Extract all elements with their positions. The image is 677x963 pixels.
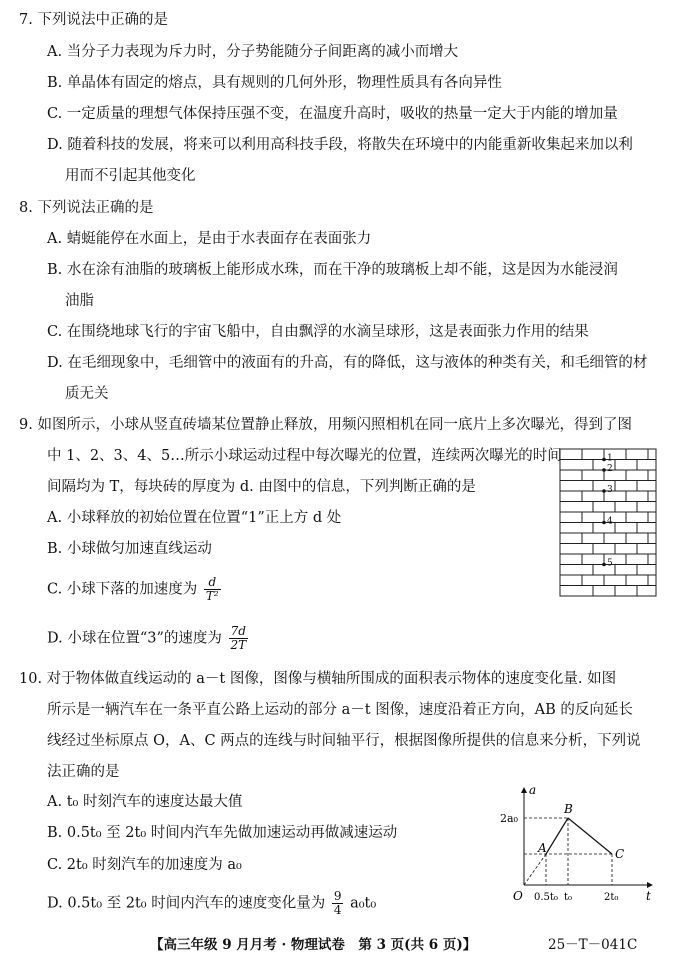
ab-reverse-extension xyxy=(524,854,546,885)
q9-stem-line1: 9. 如图所示，小球从竖直砖墙某位置静止释放，用频闪照相机在同一底片上多次曝光，得到了图 xyxy=(19,417,632,433)
q10-option-b: B. 0.5t₀ 至 2t₀ 时间内汽车先做加速运动再做减速运动 xyxy=(47,825,398,841)
q8-option-d-line2: 质无关 xyxy=(65,386,109,402)
t-axis-label: t xyxy=(646,889,651,903)
q9-option-d-numerator: 7d xyxy=(229,625,249,639)
q10-stem-line4: 法正确的是 xyxy=(47,764,120,780)
q8-stem: 8. 下列说法正确的是 xyxy=(19,200,154,216)
q7-option-a: A. 当分子力表现为斥力时，分子势能随分子间距离的减小而增大 xyxy=(47,44,459,60)
q8-option-c: C. 在围绕地球飞行的宇宙飞船中，自由飘浮的水滴呈球形，这是表面张力作用的结果 xyxy=(47,324,589,340)
point-a-label: A xyxy=(538,841,547,855)
page-footer-code: 25－T－041C xyxy=(548,937,638,953)
q10-option-d-tail: a₀t₀ xyxy=(350,895,377,912)
q9-option-c-denominator: T² xyxy=(205,589,219,603)
q7-option-d-line2: 用而不引起其他变化 xyxy=(65,168,196,184)
q10-option-d-numerator: 9 xyxy=(333,889,342,903)
ball-position-label-4: 4 xyxy=(607,516,613,527)
q7-option-d-line1: D. 随着科技的发展，将来可以利用高科技手段，将散失在环境中的内能重新收集起来加以利 xyxy=(47,137,633,153)
brick-wall-figure xyxy=(558,447,658,599)
q10-stem-line2: 所示是一辆汽车在一条平直公路上运动的部分 a－t 图像，速度沿着正方向，AB 的反向延长 xyxy=(47,702,633,718)
point-b-label: B xyxy=(564,802,573,816)
ball-position-label-5: 5 xyxy=(607,558,613,569)
q10-option-d xyxy=(47,890,376,917)
q7-option-b: B. 单晶体有固定的熔点，具有规则的几何外形，物理性质具有各向异性 xyxy=(47,75,502,91)
x-tick-2t0: 2t₀ xyxy=(604,892,619,903)
segment-bc xyxy=(568,818,612,854)
segment-ab xyxy=(546,818,568,854)
ball-position-3 xyxy=(602,489,606,493)
x-tick-t0: t₀ xyxy=(564,892,573,903)
page-footer-title: 【高三年级 9 月月考 · 物理试卷 第 3 页(共 6 页)】 xyxy=(150,937,477,953)
ball-position-label-2: 2 xyxy=(607,464,613,474)
q9-stem-line2: 中 1、2、3、4、5…所示小球运动过程中每次曝光的位置，连续两次曝光的时间 xyxy=(47,448,562,464)
q7-option-c: C. 一定质量的理想气体保持压强不变，在温度升高时，吸收的热量一定大于内能的增加量 xyxy=(47,106,618,122)
ball-position-label-3: 3 xyxy=(607,485,613,495)
ball-position-2 xyxy=(602,468,606,472)
point-c-label: C xyxy=(615,847,625,861)
origin-label: O xyxy=(513,889,523,903)
q9-option-d xyxy=(47,625,250,652)
ball-position-4 xyxy=(602,521,606,525)
q9-stem-line3: 间隔均为 T，每块砖的厚度为 d. 由图中的信息，下列判断正确的是 xyxy=(47,479,476,495)
q9-option-d-denominator: 2T xyxy=(230,638,247,652)
q9-option-d-text: D. 小球在位置“3”的速度为 xyxy=(47,630,222,647)
q8-option-b-line2: 油脂 xyxy=(65,293,94,309)
q10-option-a: A. t₀ 时刻汽车的速度达最大值 xyxy=(47,794,243,810)
q10-option-c: C. 2t₀ 时刻汽车的加速度为 a₀ xyxy=(47,857,242,873)
q8-option-d-line1: D. 在毛细现象中，毛细管中的液面有的升高，有的降低，这与液体的种类有关，和毛细管的材 xyxy=(47,355,648,371)
ball-position-1 xyxy=(602,458,606,462)
q9-option-c-numerator: d xyxy=(204,576,221,590)
q9-option-c xyxy=(47,576,223,603)
ball-position-label-1: 1 xyxy=(607,453,613,464)
q9-option-b: B. 小球做匀加速直线运动 xyxy=(47,541,212,557)
q10-stem-line3: 线经过坐标原点 O，A、C 两点的连线与时间轴平行，根据图像所提供的信息来分析，下列说 xyxy=(47,733,641,749)
q10-option-d-text: D. 0.5t₀ 至 2t₀ 时间内汽车的速度变化量为 xyxy=(47,895,326,912)
q10-option-d-fraction xyxy=(332,890,344,917)
q8-option-b-line1: B. 水在涂有油脂的玻璃板上能形成水珠，而在干净的玻璃板上却不能，这是因为水能浸润 xyxy=(47,262,618,278)
q9-option-d-fraction xyxy=(229,625,249,652)
q9-option-c-text: C. 小球下落的加速度为 xyxy=(47,581,198,598)
at-graph-figure xyxy=(500,782,660,910)
q8-option-a: A. 蜻蜓能停在水面上，是由于水表面存在表面张力 xyxy=(47,231,372,247)
y-tick-2a0: 2a₀ xyxy=(500,812,518,825)
q7-stem: 7. 下列说法中正确的是 xyxy=(19,12,168,28)
q10-option-d-denominator: 4 xyxy=(333,903,342,917)
a-axis-label: a xyxy=(529,783,537,797)
q9-option-c-fraction xyxy=(204,576,221,603)
q10-stem-line1: 10. 对于物体做直线运动的 a－t 图像，图像与横轴所围成的面积表示物体的速度变化量. 如图 xyxy=(19,671,617,687)
q9-option-a: A. 小球释放的初始位置在位置“1”正上方 d 处 xyxy=(47,510,342,526)
ball-position-5 xyxy=(602,563,606,567)
x-tick-half-t0: 0.5t₀ xyxy=(534,892,558,903)
